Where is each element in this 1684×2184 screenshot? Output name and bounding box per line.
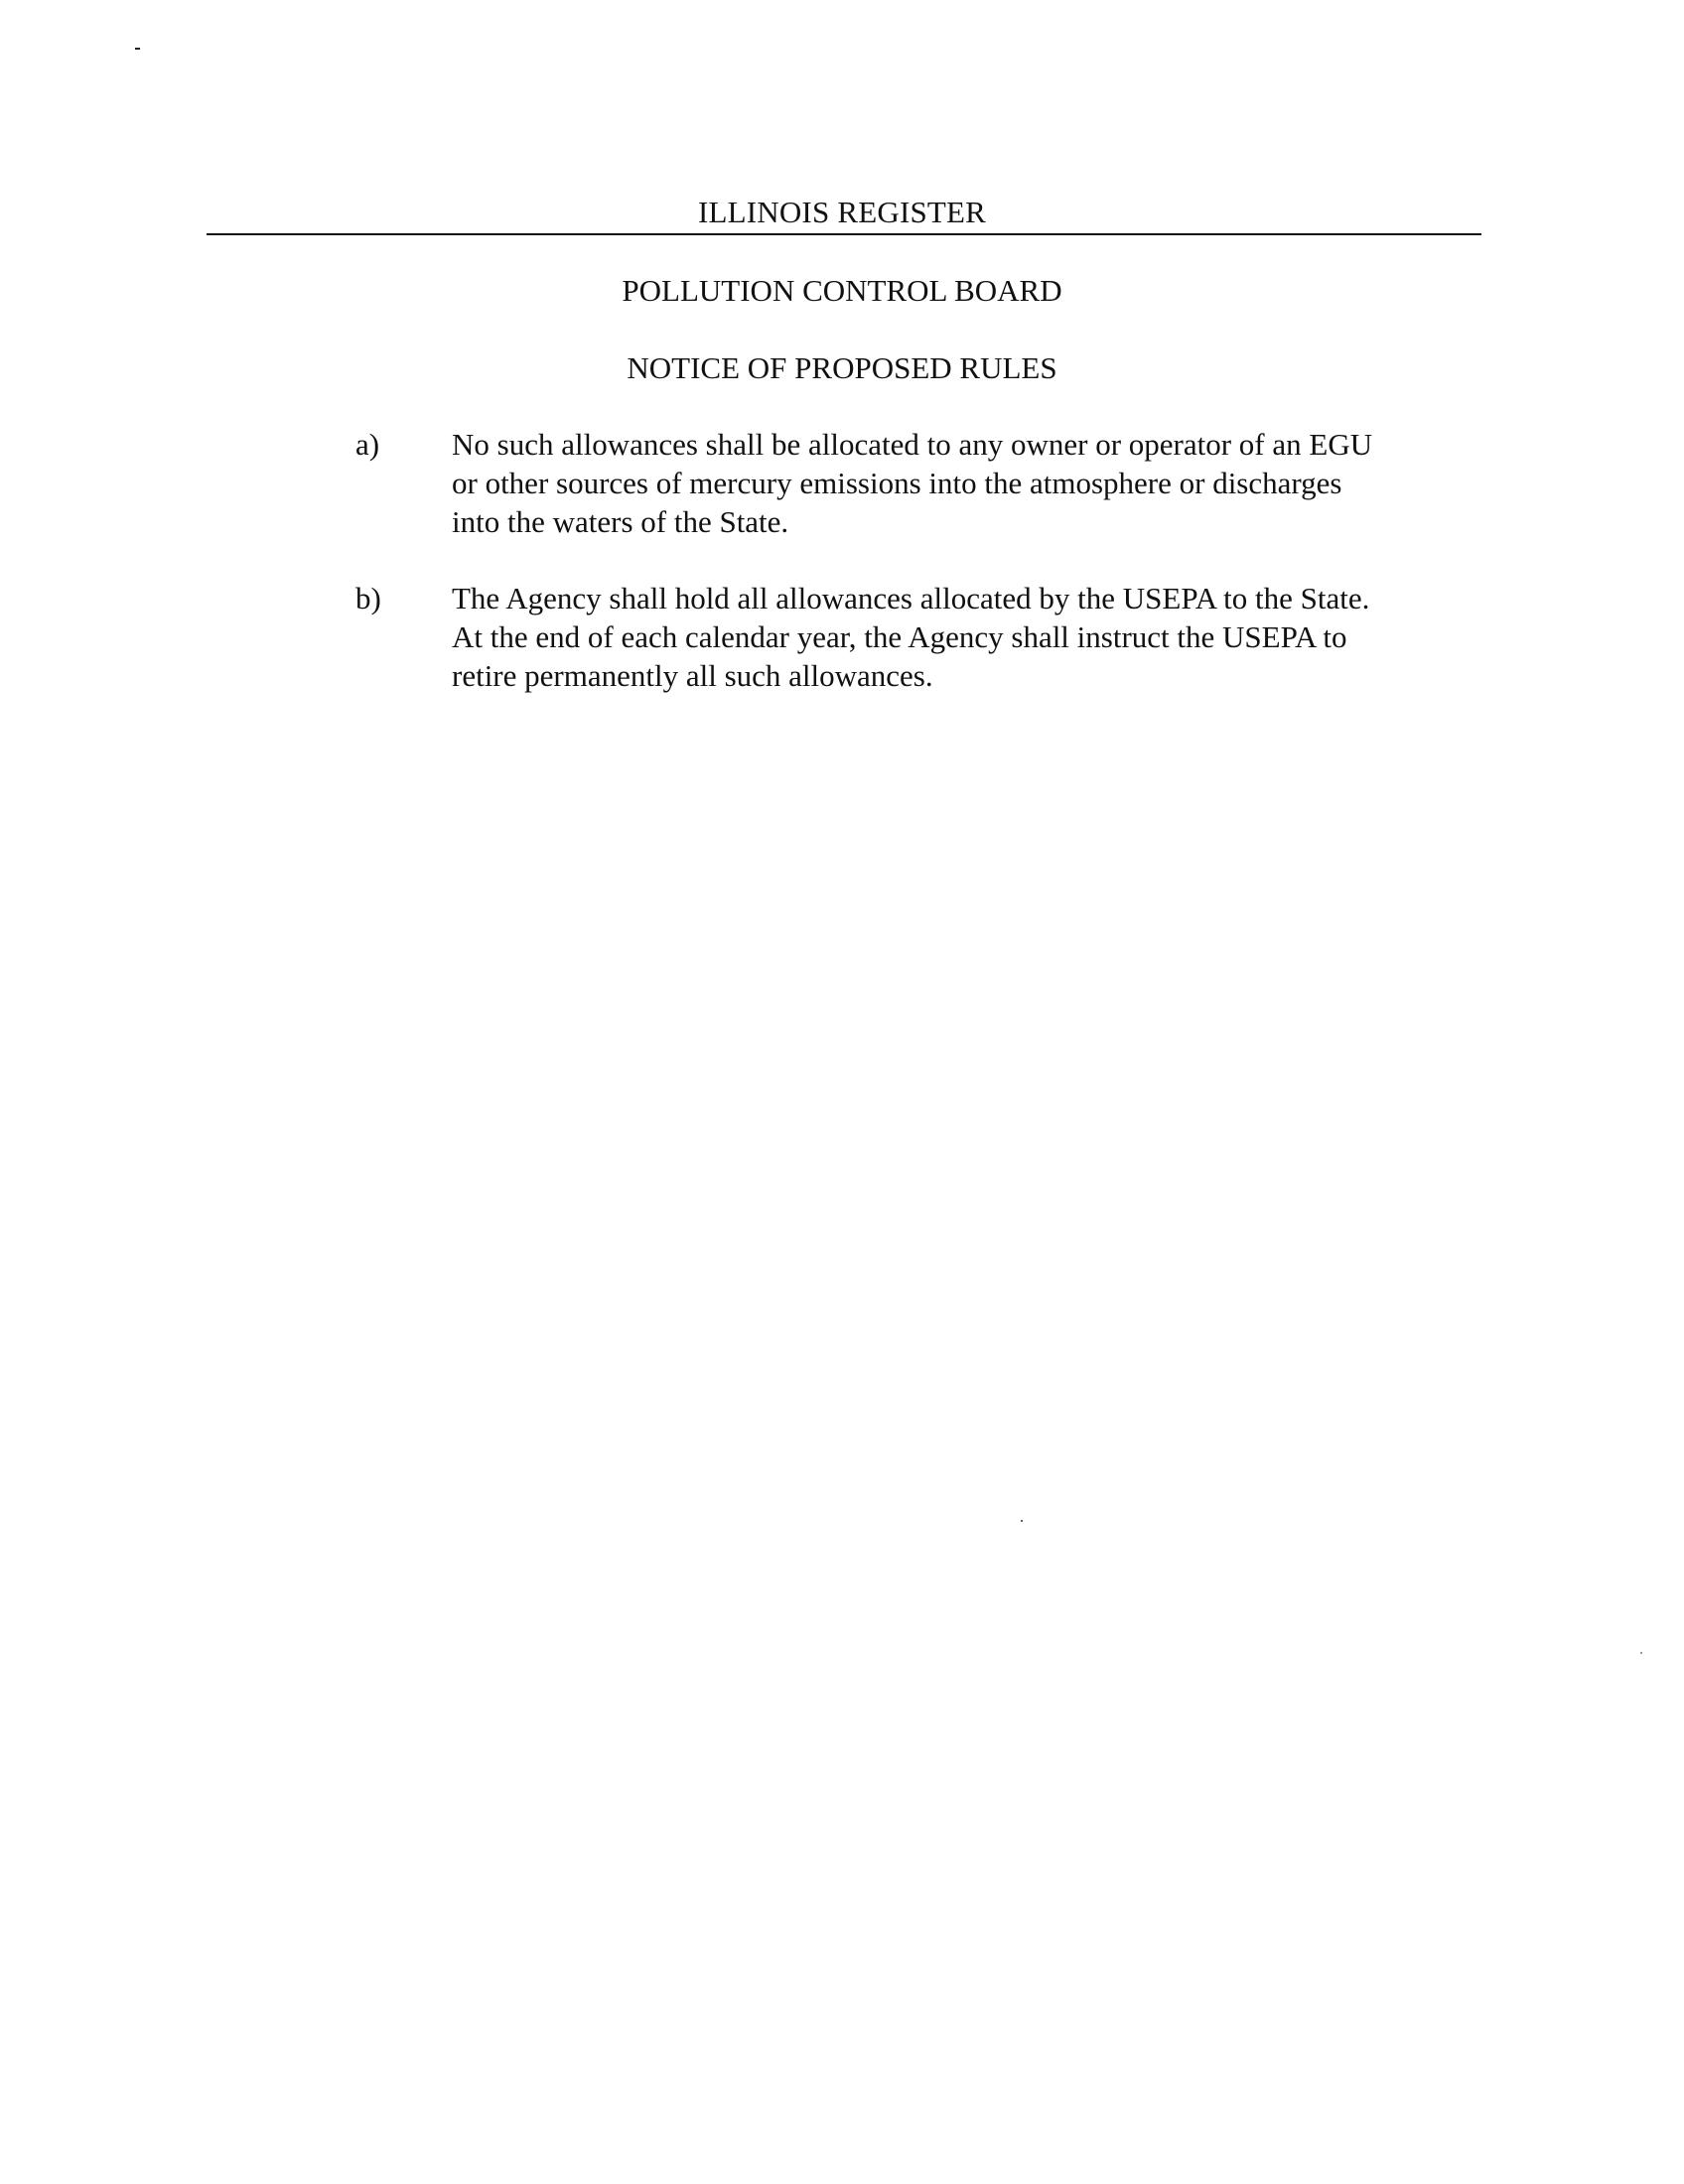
register-header-title: ILLINOIS REGISTER: [697, 195, 987, 229]
item-text-line: No such allowances shall be allocated to any owner or operator of an EGU: [452, 427, 1373, 462]
scan-speck: [1021, 1520, 1023, 1522]
item-label: b): [355, 581, 381, 615]
item-text-line: into the waters of the State.: [452, 504, 789, 539]
scan-speck: [1640, 1652, 1642, 1654]
item-text: [452, 425, 1445, 541]
agency-name: POLLUTION CONTROL BOARD: [622, 273, 1062, 308]
header-rule: [207, 233, 1481, 235]
item-text-line: or other sources of mercury emissions into the atmosphere or discharges: [452, 466, 1342, 500]
item-label: a): [355, 427, 380, 462]
item-text-line: retire permanently all such allowances.: [452, 658, 933, 693]
scan-speck: [135, 48, 140, 50]
notice-title: NOTICE OF PROPOSED RULES: [627, 350, 1057, 385]
item-text: [452, 579, 1445, 695]
item-text-line: The Agency shall hold all allowances allocated by the USEPA to the State.: [452, 581, 1370, 615]
item-text-line: At the end of each calendar year, the Agency shall instruct the USEPA to: [452, 619, 1347, 654]
